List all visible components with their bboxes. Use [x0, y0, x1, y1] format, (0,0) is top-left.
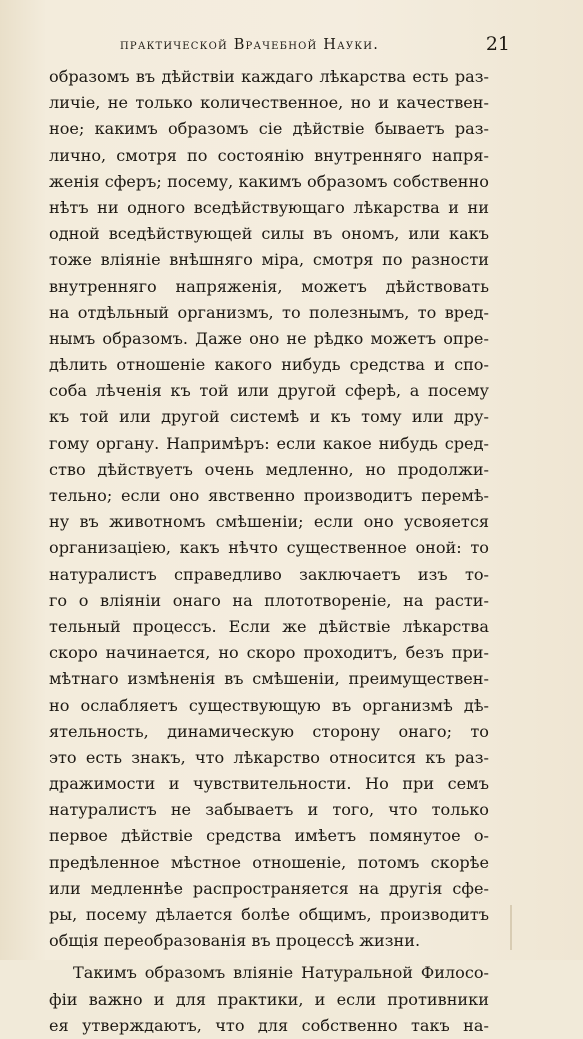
text-line: предѣленное мѣстное отношеніе, потомъ скорѣе — [49, 852, 489, 872]
text-line: ры, посему дѣлается болѣе общимъ, производитъ — [49, 905, 489, 924]
text-line: ное; какимъ образомъ сіе дѣйствіе бываетъ раз- — [49, 119, 489, 139]
text-line: но ослабляетъ существующую въ организмѣ дѣ- — [49, 695, 489, 715]
text-line: Такимъ образомъ вліяніе Натуральной Филосо- — [73, 963, 489, 983]
page-edge-mark — [510, 905, 512, 950]
text-line: первое дѣйствіе средства имѣетъ помянутое о- — [49, 826, 489, 846]
text-line: или медленнѣе распространяется на другія сфе- — [49, 878, 489, 898]
text-line: одной вседѣйствующей силы въ ономъ, или какъ — [49, 224, 489, 244]
text-line: нѣтъ ни одного вседѣйствующаго лѣкарства и ни — [49, 197, 489, 217]
text-line: тельный процессъ. Если же дѣйствіе лѣкарства — [49, 616, 489, 636]
text-line: мѣтнаго измѣненія въ смѣшеніи, преимуществен- — [49, 669, 489, 689]
text-line: гому органу. Напримѣръ: если какое нибудь сред- — [49, 433, 489, 453]
text-line: натуралистъ не забываетъ и того, что только — [49, 800, 489, 820]
text-line: нымъ образомъ. Даже оно не рѣдко можетъ опре- — [49, 328, 489, 348]
body-text — [49, 64, 489, 1039]
text-line: образомъ въ дѣйствіи каждаго лѣкарства есть раз- — [49, 67, 489, 86]
text-line: скоро начинается, но скоро проходитъ, безъ при- — [49, 643, 489, 663]
text-line: организаціею, какъ нѣчто существенное оной: то — [49, 538, 489, 558]
text-line: ну въ животномъ смѣшеніи; если оно усвояется — [49, 512, 489, 532]
text-line: дѣлить отношеніе какого нибудь средства и спо- — [49, 355, 489, 375]
text-line: къ той или другой системѣ и къ тому или дру- — [49, 407, 489, 427]
text-line: общія переобразованія въ процессѣ жизни. — [49, 931, 421, 951]
text-line: лично, смотря по состоянію внутренняго напря- — [49, 145, 489, 165]
text-line: тельно; если оно явственно производитъ перемѣ- — [49, 486, 489, 505]
page-header — [60, 33, 510, 61]
text-line: дражимости и чувствительности. Но при семъ — [49, 774, 489, 794]
text-line: личіе, не только количественное, но и качествен- — [49, 93, 489, 113]
text-line: го о вліяніи онаго на плототвореніе, на расти- — [49, 590, 489, 610]
text-line: ство дѣйствуетъ очень медленно, но продолжи- — [49, 459, 489, 479]
text-line: соба лѣченія къ той или другой сферѣ, а посему — [49, 381, 489, 401]
text-line: внутренняго напряженія, можетъ дѣйствовать — [49, 276, 489, 296]
text-line: это есть знакъ, что лѣкарство относится къ раз- — [49, 747, 489, 767]
text-line: ятельность, динамическую сторону онаго; то — [49, 721, 489, 741]
text-line: на отдѣльный организмъ, то полезнымъ, то вред- — [49, 302, 489, 322]
page-number: 21 — [485, 33, 510, 55]
text-line: женія сферъ; посему, какимъ образомъ собственно — [49, 171, 489, 191]
text-line: ея утверждаютъ, что для собственно такъ на- — [49, 1015, 489, 1035]
text-line: фіи важно и для практики, и если противники — [49, 989, 489, 1009]
paragraph — [49, 960, 489, 1039]
text-line: тоже вліяніе внѣшняго міра, смотря по разности — [49, 250, 489, 270]
text-line: натуралистъ справедливо заключаетъ изъ то- — [49, 564, 489, 584]
paragraph — [49, 64, 489, 954]
running-title: практической Врачебной Науки. — [120, 37, 379, 53]
